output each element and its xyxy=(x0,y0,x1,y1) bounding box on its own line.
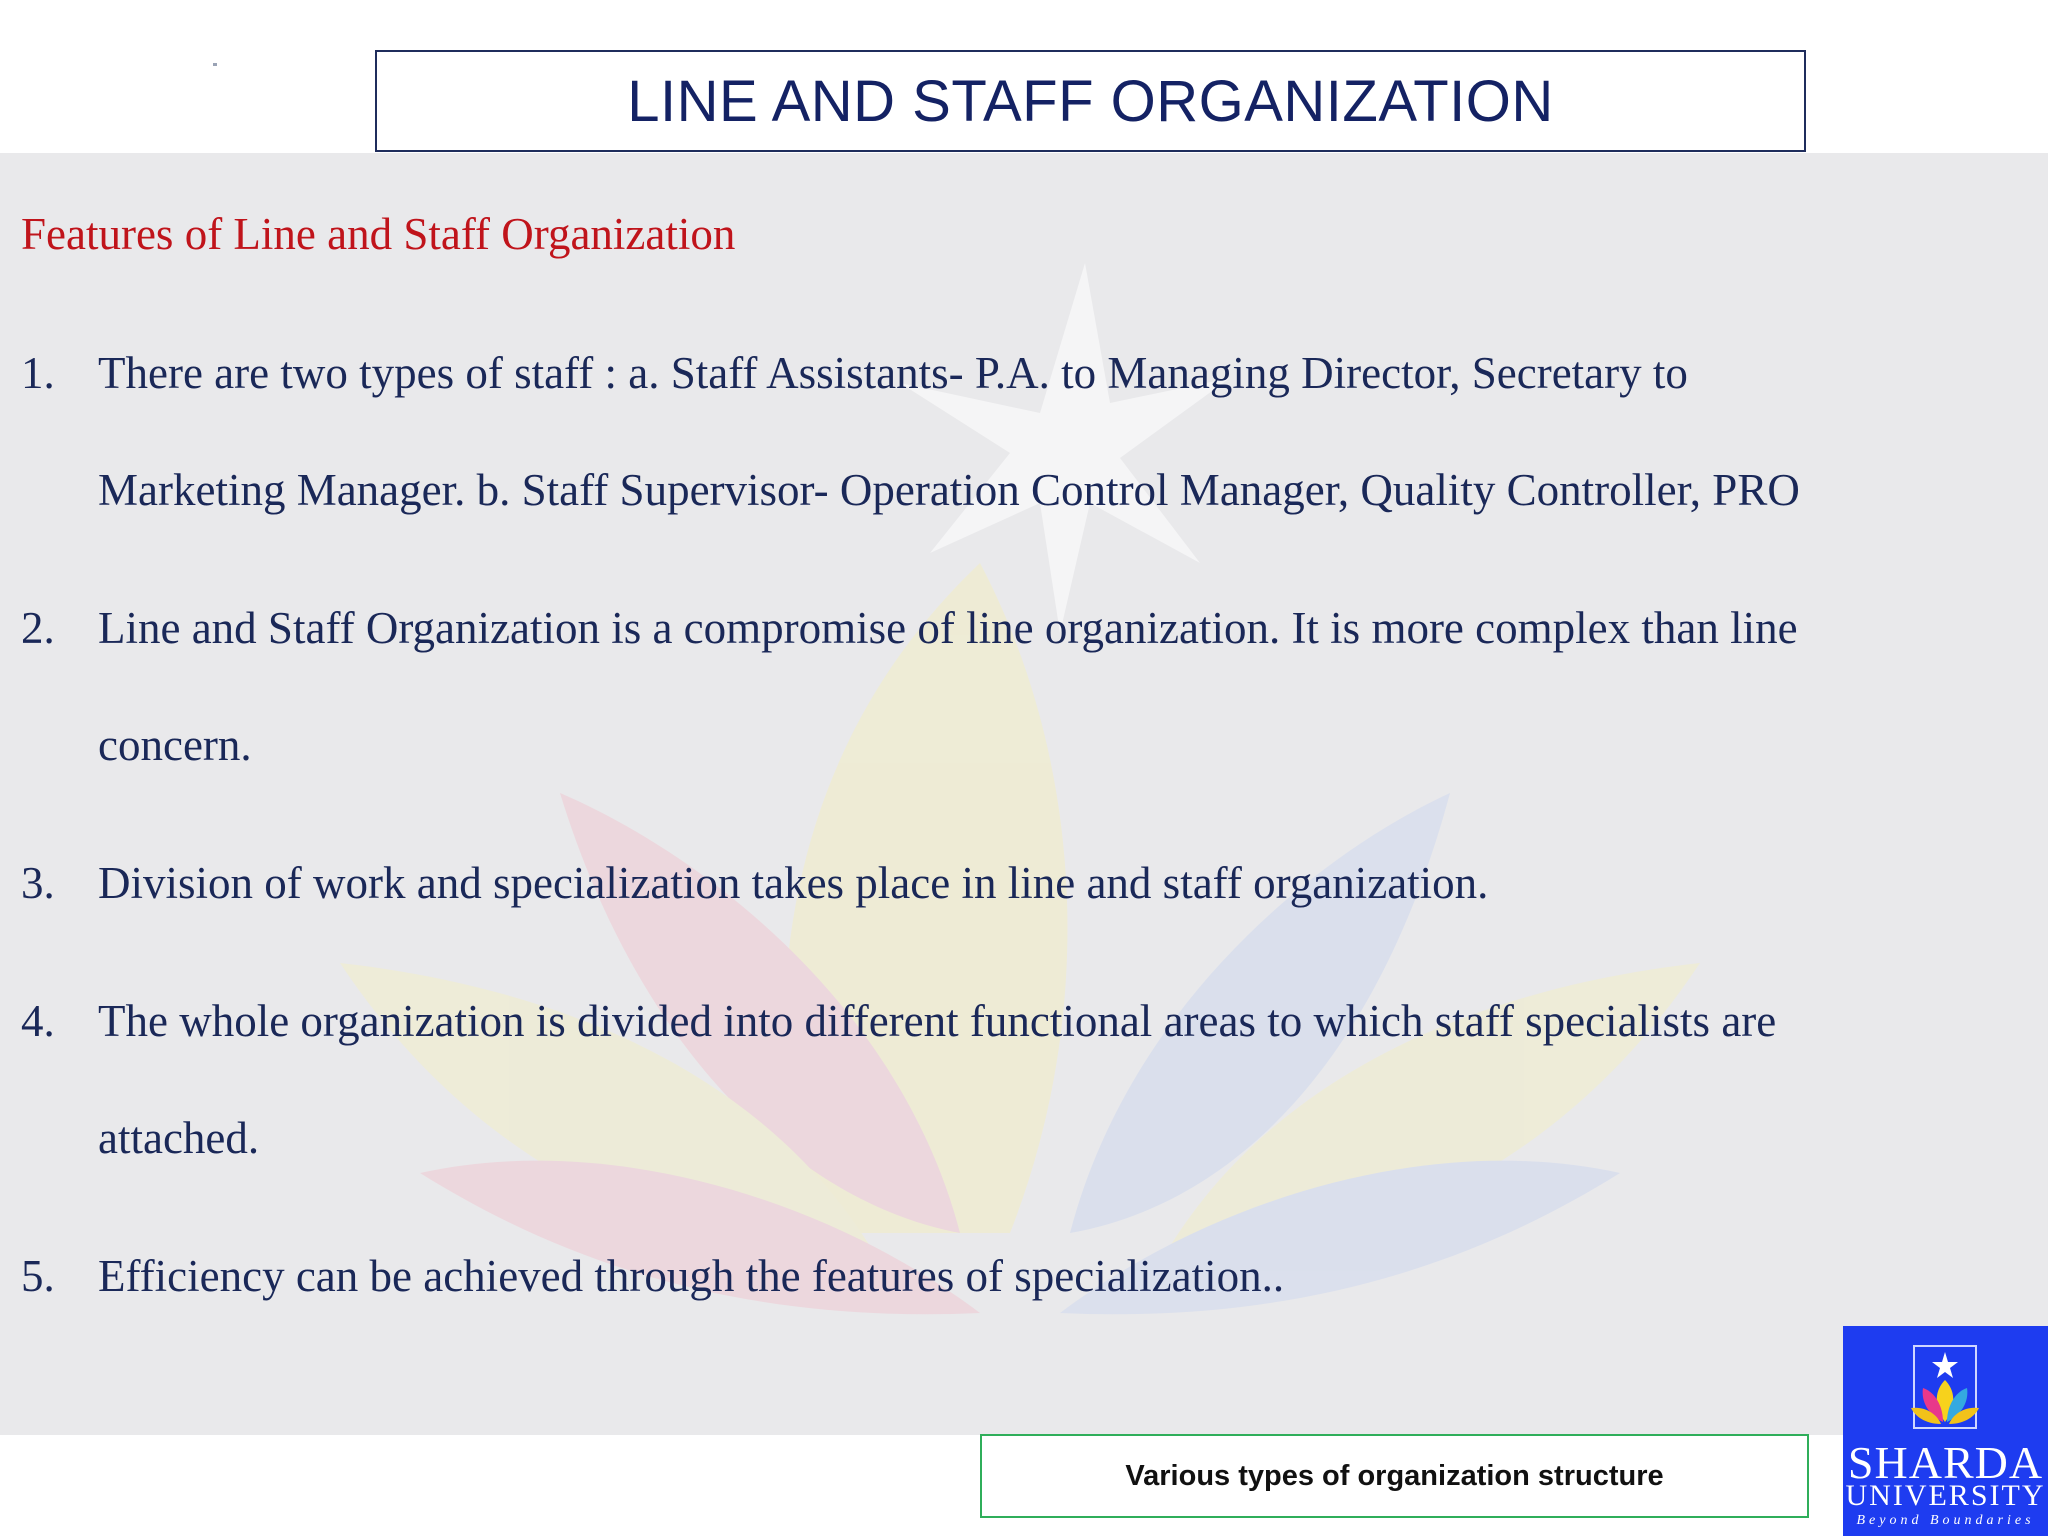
list-item-text: The whole organization is divided into different functional areas to which staff specialists are xyxy=(98,996,1777,1046)
list-item-text: Division of work and specialization takes place in line and staff organization. xyxy=(98,858,1489,908)
footer-caption-box xyxy=(980,1434,1809,1518)
list-item-number: 1. xyxy=(21,348,55,398)
lotus-emblem-icon xyxy=(1843,1326,2048,1436)
logo-subtitle: UNIVERSITY xyxy=(1845,1479,2046,1512)
list-item-text: attached. xyxy=(98,1113,260,1163)
footer-caption: Various types of organization structure xyxy=(1125,1459,1664,1492)
slide-title-box xyxy=(375,50,1806,152)
list-item-text: concern. xyxy=(98,720,252,770)
decorative-mark xyxy=(213,63,217,66)
university-logo xyxy=(1843,1326,2048,1536)
list-item-number: 3. xyxy=(21,858,55,908)
list-item-number: 5. xyxy=(21,1251,55,1301)
section-subtitle: Features of Line and Staff Organization xyxy=(21,209,736,259)
list-item-number: 4. xyxy=(21,996,55,1046)
slide-title: LINE AND STAFF ORGANIZATION xyxy=(627,68,1554,134)
list-item-text: Marketing Manager. b. Staff Supervisor- Operation Control Manager, Quality Controller, PRO xyxy=(98,465,1800,515)
list-item-text: There are two types of staff : a. Staff Assistants- P.A. to Managing Director, Secretary to xyxy=(98,348,1688,398)
list-item-number: 2. xyxy=(21,603,55,653)
logo-wordmark: SHARDA xyxy=(1847,1437,2044,1488)
list-item-text: Efficiency can be achieved through the features of specialization.. xyxy=(98,1251,1285,1301)
logo-tagline: Beyond Boundaries xyxy=(1856,1513,2035,1528)
list-item-text: Line and Staff Organization is a compromise of line organization. It is more complex than line xyxy=(98,603,1798,653)
content-background xyxy=(0,153,2048,1435)
